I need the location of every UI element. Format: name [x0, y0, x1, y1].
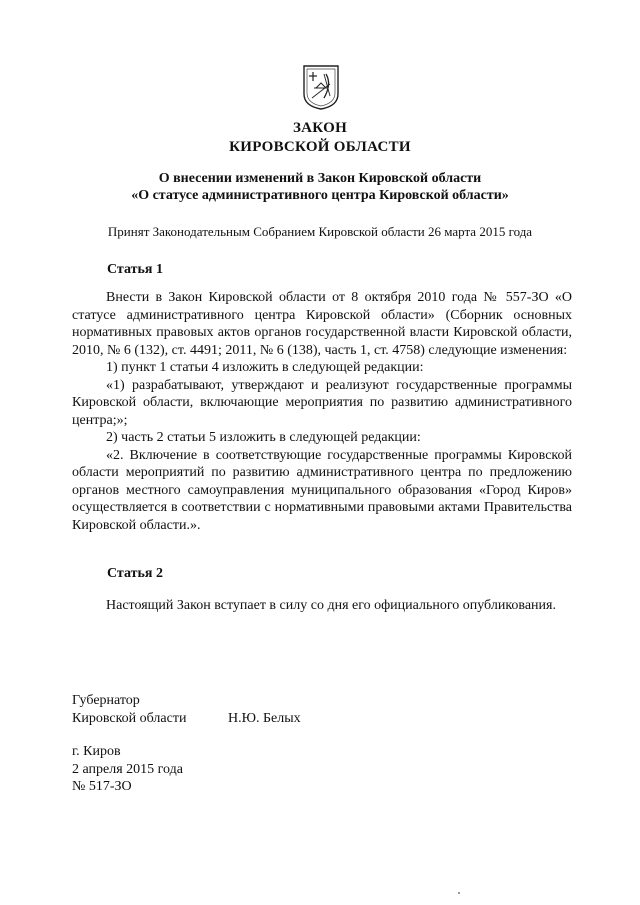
signing-date: 2 апреля 2015 года: [72, 761, 183, 777]
document-subtitle: [0, 170, 640, 204]
article-2-paragraph-1: Настоящий Закон вступает в силу со дня его официального опубликования.: [106, 598, 556, 613]
article-1-body: [72, 289, 572, 534]
article-1-paragraph-4: 2) часть 2 статьи 5 изложить в следующей редакции:: [106, 430, 421, 445]
document-title: [0, 119, 640, 157]
article-1-paragraph-3: «1) разрабатывают, утверждают и реализуют государственные программы Кировской области, включающие мероприятия по развитию административного центра;»;: [72, 377, 572, 428]
law-number: № 517-ЗО: [72, 779, 132, 794]
title-law: ЗАКОН: [292, 120, 348, 136]
signer-position-line-2: Кировской области: [72, 710, 187, 726]
subtitle-line-1: О внесении изменений в Закон Кировской области: [158, 171, 482, 186]
city: г. Киров: [72, 744, 121, 759]
signature-block: [72, 692, 472, 727]
signer-position-line-1: Губернатор: [72, 693, 140, 708]
adoption-note: Принят Законодательным Собранием Кировской области 26 марта 2015 года: [107, 224, 533, 239]
scan-speck: [458, 892, 460, 894]
signer-name: Н.Ю. Белых: [228, 710, 301, 726]
place-date-block: [72, 743, 183, 796]
subtitle-line-2: «О статусе административного центра Кировской области»: [131, 188, 509, 203]
article-1-heading: Статья 1: [107, 262, 163, 277]
kirov-coat-of-arms-icon: [302, 64, 340, 110]
article-1-paragraph-1: Внести в Закон Кировской области от 8 октября 2010 года № 557-ЗО «О статусе административного центра Кировской области» (Сборник основных нормативных правовых актов органов государственной власти Кировской области, 2010, № 6 (132), ст. 4491; 2011, № 6 (138), часть 1, ст. 4758) следующие изменения:: [72, 290, 572, 358]
article-2-body: [72, 597, 572, 615]
article-1-paragraph-2: 1) пункт 1 статьи 4 изложить в следующей редакции:: [106, 360, 424, 375]
article-1-paragraph-5: «2. Включение в соответствующие государственные программы Кировской области мероприятий по развитию административного центра по предложению органов местного самоуправления муниципального образования «Город Киров» осуществляется в соответствии с нормативными правовыми актами Правительства Кировской области.».: [72, 447, 572, 533]
title-region: КИРОВСКОЙ ОБЛАСТИ: [229, 139, 411, 155]
article-2-heading: Статья 2: [107, 566, 163, 581]
